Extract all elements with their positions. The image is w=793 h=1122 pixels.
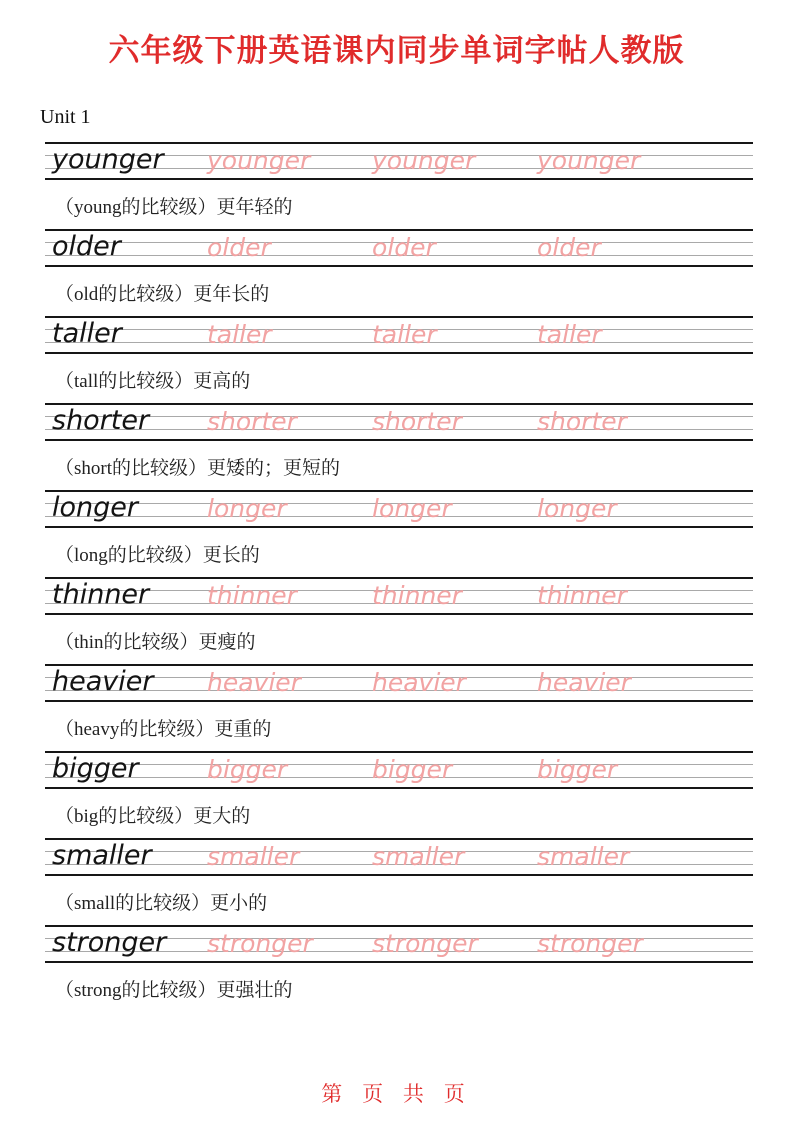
- word-definition: （heavy的比较级）更重的: [55, 719, 272, 740]
- word-practice-block: [45, 838, 753, 915]
- word-sample: taller: [52, 318, 122, 349]
- word-trace-1: longer: [207, 494, 287, 523]
- page-title: 六年级下册英语课内同步单词字帖人教版: [108, 33, 685, 68]
- writing-guide-band: [45, 229, 753, 267]
- word-sample: smaller: [52, 840, 152, 871]
- word-definition: （thin的比较级）更瘦的: [55, 632, 256, 653]
- word-sample: older: [52, 231, 121, 262]
- word-trace-1: bigger: [207, 755, 288, 784]
- word-sample: longer: [52, 492, 138, 523]
- word-sample: stronger: [52, 927, 167, 958]
- word-trace-2: shorter: [372, 407, 462, 436]
- word-practice-block: [45, 229, 753, 306]
- word-practice-block: [45, 751, 753, 828]
- word-trace-1: shorter: [207, 407, 297, 436]
- word-sample: heavier: [52, 666, 154, 697]
- word-trace-1: taller: [207, 320, 272, 349]
- word-trace-2: younger: [372, 146, 476, 175]
- word-trace-2: heavier: [372, 668, 466, 697]
- word-trace-2: smaller: [372, 842, 465, 871]
- word-trace-2: thinner: [372, 581, 462, 610]
- writing-guide-band: [45, 751, 753, 789]
- word-definition: （young的比较级）更年轻的: [55, 197, 293, 218]
- word-definition: （long的比较级）更长的: [55, 545, 260, 566]
- word-sample: bigger: [52, 753, 139, 784]
- word-definition: （big的比较级）更大的: [55, 806, 251, 827]
- word-practice-block: [45, 142, 753, 219]
- writing-guide-band: [45, 925, 753, 963]
- word-definition: （tall的比较级）更高的: [55, 371, 251, 392]
- writing-guide-band: [45, 490, 753, 528]
- word-definition: （old的比较级）更年长的: [55, 284, 270, 305]
- word-practice-block: [45, 403, 753, 480]
- unit-label: Unit 1: [40, 106, 91, 128]
- word-trace-3: younger: [537, 146, 641, 175]
- word-sample: thinner: [52, 579, 150, 610]
- writing-guide-band: [45, 403, 753, 441]
- word-trace-1: heavier: [207, 668, 301, 697]
- word-trace-3: heavier: [537, 668, 631, 697]
- word-definition: （short的比较级）更矮的；更短的: [55, 458, 341, 479]
- word-trace-3: older: [537, 233, 601, 262]
- writing-guide-band: [45, 664, 753, 702]
- word-trace-3: bigger: [537, 755, 618, 784]
- word-practice-block: [45, 925, 753, 1002]
- word-practice-list: [45, 142, 753, 1002]
- word-trace-2: older: [372, 233, 436, 262]
- word-trace-2: longer: [372, 494, 452, 523]
- word-trace-1: smaller: [207, 842, 300, 871]
- word-trace-1: younger: [207, 146, 311, 175]
- page-footer: 第 页 共 页: [321, 1083, 472, 1106]
- word-sample: younger: [52, 144, 164, 175]
- word-trace-1: older: [207, 233, 271, 262]
- word-trace-3: smaller: [537, 842, 630, 871]
- writing-guide-band: [45, 577, 753, 615]
- writing-guide-band: [45, 142, 753, 180]
- word-trace-3: taller: [537, 320, 602, 349]
- word-trace-3: thinner: [537, 581, 627, 610]
- writing-guide-band: [45, 838, 753, 876]
- word-trace-2: stronger: [372, 929, 478, 958]
- word-practice-block: [45, 490, 753, 567]
- word-practice-block: [45, 577, 753, 654]
- word-sample: shorter: [52, 405, 150, 436]
- word-trace-1: stronger: [207, 929, 313, 958]
- word-trace-2: bigger: [372, 755, 453, 784]
- word-trace-3: longer: [537, 494, 617, 523]
- writing-guide-band: [45, 316, 753, 354]
- word-trace-1: thinner: [207, 581, 297, 610]
- word-trace-2: taller: [372, 320, 437, 349]
- word-trace-3: stronger: [537, 929, 643, 958]
- word-definition: （small的比较级）更小的: [55, 893, 268, 914]
- word-trace-3: shorter: [537, 407, 627, 436]
- word-practice-block: [45, 664, 753, 741]
- word-practice-block: [45, 316, 753, 393]
- word-definition: （strong的比较级）更强壮的: [55, 980, 293, 1001]
